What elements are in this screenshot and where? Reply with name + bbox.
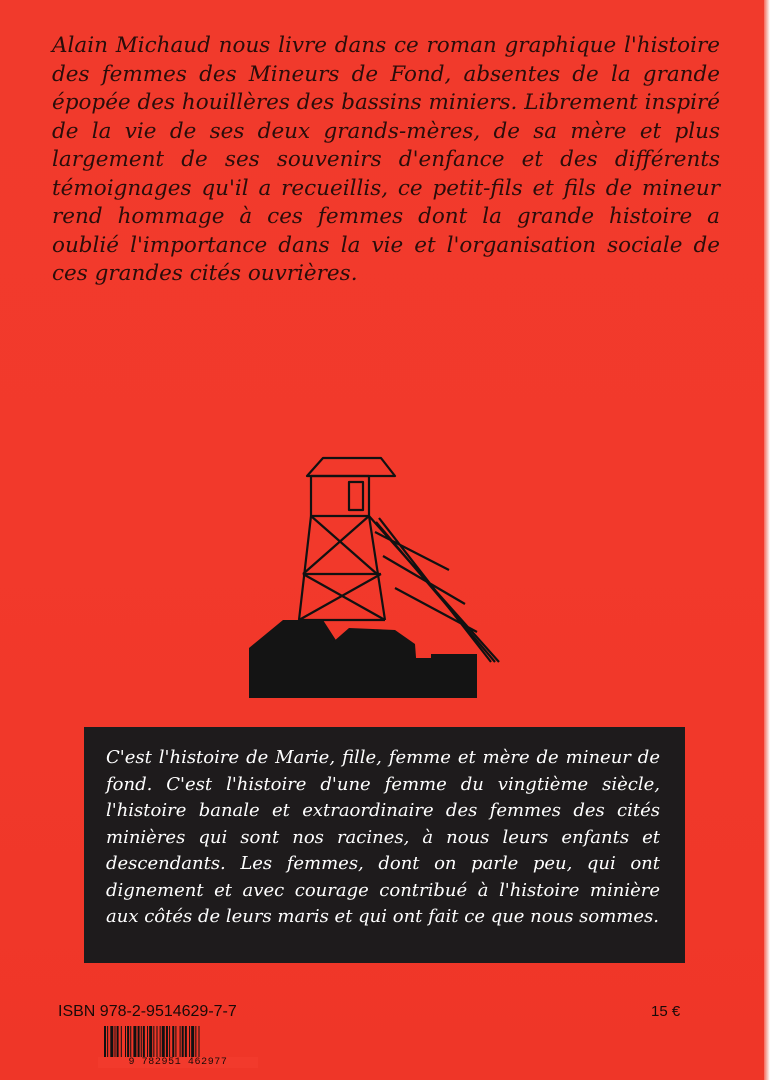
barcode-digits: 9 782951 462977: [98, 1057, 258, 1068]
mine-headframe-icon: [245, 452, 507, 698]
story-paragraph: C'est l'histoire de Marie, fille, femme et mère de mineur de fond. C'est l'histoire d'une femme du vingtième siècle, l'histoire banale et extraordinaire des femmes des cités minières qui sont nos racines, à nous leurs enfants et descendants. Les femmes, dont on parle peu, qui ont dignement et avec courage contribué à l'histoire minière aux côtés de leurs maris et qui ont fait ce que nous sommes.: [106, 747, 660, 927]
isbn-label: ISBN 978-2-9514629-7-7: [58, 1003, 237, 1020]
cover-edge: [764, 0, 770, 1080]
headframe-roof: [307, 458, 395, 476]
headframe-tower: [299, 516, 385, 620]
story-box: [84, 727, 685, 963]
intro-paragraph: Alain Michaud nous livre dans ce roman graphique l'histoire des femmes des Mineurs de Fond, absentes de la grande épopée des houillères des bassins miniers. Librement inspiré de la vie de ses deux grands-mères, de sa mère et plus largement de ses souvenirs d'enfance et des différents témoignages qu'il a recueillis, ce petit-fils et fils de mineur rend hommage à ces femmes dont la grande histoire a oublié l'importance dans la vie et l'organisation sociale de ces grandes cités ouvrières.: [52, 33, 720, 286]
price-label: 15 €: [651, 1003, 681, 1020]
mine-buildings: [249, 620, 477, 698]
